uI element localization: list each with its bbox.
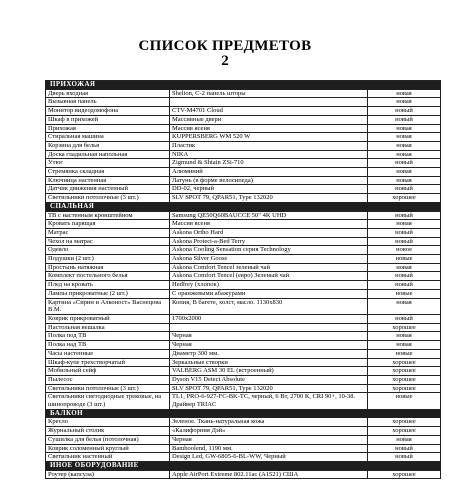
item-condition-cell: новая xyxy=(368,168,441,177)
item-description-cell xyxy=(170,323,368,332)
item-description-cell: Черная xyxy=(170,332,368,341)
item-condition-cell: хорошее xyxy=(368,375,441,384)
item-name-cell: Светильники потолочные (3 шт.) xyxy=(46,194,170,203)
item-name-cell: Светильник настенный xyxy=(46,453,170,462)
item-name-cell: Шкаф-купе трехстворчатый xyxy=(46,358,170,367)
table-row xyxy=(46,237,441,246)
item-name-cell: Роутер (капсула) xyxy=(46,470,170,479)
item-name-cell: ТВ с настенным кронштейном xyxy=(46,211,170,220)
item-condition-cell: новая xyxy=(368,141,441,150)
table-row xyxy=(46,115,441,124)
item-name-cell: Светильники светодиодные трековые, на шинопроводе (3 шт.) xyxy=(46,393,170,409)
table-row xyxy=(46,332,441,341)
table-row xyxy=(46,220,441,229)
table-row xyxy=(46,150,441,159)
item-condition-cell: новая xyxy=(368,176,441,185)
item-name-cell: Дверь входная xyxy=(46,89,170,98)
item-name-cell: Прихожая xyxy=(46,124,170,133)
item-condition-cell: новые xyxy=(368,255,441,264)
table-row xyxy=(46,124,441,133)
section-title: БАЛКОН xyxy=(46,409,441,418)
item-condition-cell: новая xyxy=(368,220,441,229)
item-name-cell: Коврик соломенный круглый xyxy=(46,444,170,453)
table-row xyxy=(46,89,441,98)
item-description-cell: VALBERG ASM 30 EL (встроенный) xyxy=(170,367,368,376)
table-row xyxy=(46,470,441,479)
item-name-cell: Подушки (2 шт.) xyxy=(46,255,170,264)
table-row xyxy=(46,323,441,332)
table-row xyxy=(46,367,441,376)
item-condition-cell: новая xyxy=(368,298,441,314)
item-name-cell: Чехол на матрас xyxy=(46,237,170,246)
item-description-cell: Shelion, C-2 панель шторы xyxy=(170,89,368,98)
item-condition-cell: хорошее xyxy=(368,470,441,479)
item-condition-cell: хорошее xyxy=(368,367,441,376)
item-condition-cell: новый xyxy=(368,211,441,220)
item-condition-cell: новый xyxy=(368,272,441,281)
table-row xyxy=(46,168,441,177)
item-description-cell: «Калифорния Дэй» xyxy=(170,427,368,436)
document-number: 2 xyxy=(221,53,229,69)
item-name-cell: Мобильный сейф xyxy=(46,367,170,376)
section-header xyxy=(46,409,441,418)
item-description-cell: Zigmund & Shtain ZSi-710 xyxy=(170,159,368,168)
item-description-cell: Bamboolend, 1190 мм. xyxy=(170,444,368,453)
inventory-table xyxy=(45,80,441,479)
item-name-cell: Светильники потолочные (3 шт.) xyxy=(46,384,170,393)
item-condition-cell: новый xyxy=(368,314,441,323)
item-description-cell: Apple AirPort Extreme 802.11ac (A1521) США xyxy=(170,470,368,479)
table-row xyxy=(46,185,441,194)
item-description-cell: Черная xyxy=(170,435,368,444)
item-condition-cell: новый xyxy=(368,228,441,237)
item-name-cell: Одеяло xyxy=(46,246,170,255)
table-row xyxy=(46,427,441,436)
table-row xyxy=(46,255,441,264)
table-row xyxy=(46,176,441,185)
table-row xyxy=(46,211,441,220)
table-row xyxy=(46,194,441,203)
item-description-cell: Askona Comfort Tencel зеленый чай xyxy=(170,263,368,272)
section-header xyxy=(46,461,441,470)
item-condition-cell: хорошее xyxy=(368,323,441,332)
table-row xyxy=(46,98,441,107)
table-row xyxy=(46,375,441,384)
item-name-cell: Картина «Сирин и Алконост» Васнецова В.М. xyxy=(46,298,170,314)
table-row xyxy=(46,159,441,168)
table-row xyxy=(46,314,441,323)
item-name-cell: Вызывная панель xyxy=(46,98,170,107)
item-condition-cell: новая xyxy=(368,124,441,133)
item-name-cell: Кресло xyxy=(46,418,170,427)
item-description-cell: Зеркальные створки xyxy=(170,358,368,367)
item-condition-cell: новый xyxy=(368,281,441,290)
item-name-cell: Стремянка складная xyxy=(46,168,170,177)
item-description-cell: NIKA xyxy=(170,150,368,159)
item-description-cell: Hedfrey (хлопок) xyxy=(170,281,368,290)
section-title: ПРИХОЖАЯ xyxy=(46,81,441,90)
item-description-cell: DD-02, черный xyxy=(170,185,368,194)
table-row xyxy=(46,358,441,367)
item-condition-cell: новая xyxy=(368,150,441,159)
item-condition-cell: новая xyxy=(368,98,441,107)
item-description-cell: Алюминий xyxy=(170,168,368,177)
table-row xyxy=(46,141,441,150)
item-name-cell: Утюг xyxy=(46,159,170,168)
item-description-cell: TL1, PRO-6-927-FC-BK-TC, черный, 6 Вт, 2700 К, CRI 90+, 10-38. Драйвер TRIAC xyxy=(170,393,368,409)
table-row xyxy=(46,281,441,290)
item-condition-cell: новый xyxy=(368,453,441,462)
item-name-cell: Пылесос xyxy=(46,375,170,384)
item-name-cell: Ключница настенная xyxy=(46,176,170,185)
table-row xyxy=(46,418,441,427)
item-description-cell: Samsung QE50Q60BAUCCE 50" 4K UHD xyxy=(170,211,368,220)
table-row xyxy=(46,272,441,281)
table-row xyxy=(46,435,441,444)
item-description-cell: Askona Silver Goose xyxy=(170,255,368,264)
item-name-cell: Комплект постельного белья xyxy=(46,272,170,281)
table-row xyxy=(46,133,441,142)
item-description-cell: Зеленое. Ткань-натуральная кожа xyxy=(170,418,368,427)
item-condition-cell: новый xyxy=(368,185,441,194)
item-description-cell: Askona Protect-a-Bed Terry xyxy=(170,237,368,246)
item-condition-cell: новые xyxy=(368,349,441,358)
item-description-cell: SLV SPOT 79, QPAR51, Type 132020 xyxy=(170,194,368,203)
item-condition-cell: хорошее xyxy=(368,427,441,436)
item-condition-cell: новый xyxy=(368,107,441,116)
item-description-cell: Массив ясеня xyxy=(170,220,368,229)
table-row xyxy=(46,246,441,255)
item-description-cell: Латунь (в форме велосипеда) xyxy=(170,176,368,185)
item-condition-cell: новый xyxy=(368,159,441,168)
item-name-cell: Матрас xyxy=(46,228,170,237)
item-description-cell: Черная xyxy=(170,341,368,350)
item-description-cell: Пластик xyxy=(170,141,368,150)
section-header xyxy=(46,81,441,90)
item-name-cell: Доска гладильная напольная xyxy=(46,150,170,159)
item-name-cell: Датчик движения настенный xyxy=(46,185,170,194)
item-name-cell: Стиральная машина xyxy=(46,133,170,142)
item-description-cell: Копия, В багете, холст, масло. 1130х830 xyxy=(170,298,368,314)
item-description-cell xyxy=(170,98,368,107)
item-condition-cell: хорошее xyxy=(368,358,441,367)
item-condition-cell: новая xyxy=(368,341,441,350)
item-description-cell: Askona Cooling Sensation серия Technology xyxy=(170,246,368,255)
item-description-cell: 1700х2000 xyxy=(170,314,368,323)
item-description-cell: Массив ясеня xyxy=(170,124,368,133)
table-row xyxy=(46,289,441,298)
item-condition-cell: хорошее xyxy=(368,418,441,427)
item-name-cell: Настольная вешалка xyxy=(46,323,170,332)
item-description-cell: Askona Comfort Tencel (евро) Зеленый чай xyxy=(170,272,368,281)
section-title: СПАЛЬНАЯ xyxy=(46,202,441,211)
table-row xyxy=(46,384,441,393)
item-description-cell: CTV-M4701 Cloud xyxy=(170,107,368,116)
item-name-cell: Полка над ТВ xyxy=(46,341,170,350)
table-row xyxy=(46,263,441,272)
section-title: ИНОЕ ОБОРУДОВАНИЕ xyxy=(46,461,441,470)
item-name-cell: Полка под ТВ xyxy=(46,332,170,341)
item-description-cell: Design Led, GW-6805-6-BL-WW, Черный xyxy=(170,453,368,462)
item-condition-cell: новые xyxy=(368,289,441,298)
item-name-cell: Сушилка для белья (потолочная) xyxy=(46,435,170,444)
item-name-cell: Шкаф в прихожей xyxy=(46,115,170,124)
item-condition-cell: новая xyxy=(368,89,441,98)
item-name-cell: Лампы прикроватные (2 шт.) xyxy=(46,289,170,298)
item-description-cell: Массивные двери xyxy=(170,115,368,124)
table-row xyxy=(46,228,441,237)
item-condition-cell: новый xyxy=(368,444,441,453)
table-row xyxy=(46,444,441,453)
table-row xyxy=(46,341,441,350)
table-row xyxy=(46,453,441,462)
item-description-cell: Dyson V15 Detect Absolute xyxy=(170,375,368,384)
item-description-cell: Диаметр 300 мм. xyxy=(170,349,368,358)
item-condition-cell: новая xyxy=(368,133,441,142)
item-condition-cell: новое xyxy=(368,246,441,255)
item-name-cell: Монитор видеодомофона xyxy=(46,107,170,116)
document-title: СПИСОК ПРЕДМЕТОВ xyxy=(138,38,312,54)
item-condition-cell: хорошее xyxy=(368,194,441,203)
item-condition-cell: новая xyxy=(368,332,441,341)
item-condition-cell: новый xyxy=(368,237,441,246)
item-name-cell: Коврик прикроватный xyxy=(46,314,170,323)
item-name-cell: Журнальный столик xyxy=(46,427,170,436)
item-condition-cell: хорошее xyxy=(368,384,441,393)
item-name-cell: Простынь натяжная xyxy=(46,263,170,272)
item-condition-cell: новая xyxy=(368,435,441,444)
table-row xyxy=(46,298,441,314)
item-name-cell: Часы настенные xyxy=(46,349,170,358)
item-description-cell: SLV SPOT 79, QPAR51, Type 132020 xyxy=(170,384,368,393)
table-row xyxy=(46,349,441,358)
section-header xyxy=(46,202,441,211)
item-description-cell: KUPPERSBERG WM 520 W xyxy=(170,133,368,142)
item-condition-cell: новый xyxy=(368,115,441,124)
table-row xyxy=(46,107,441,116)
item-condition-cell: новая xyxy=(368,263,441,272)
item-name-cell: Плед на кровать xyxy=(46,281,170,290)
item-description-cell: С оранжевыми абажурами xyxy=(170,289,368,298)
item-name-cell: Корзина для белья xyxy=(46,141,170,150)
item-description-cell: Askona Ortho Hard xyxy=(170,228,368,237)
table-row xyxy=(46,393,441,409)
item-name-cell: Кровать парящая xyxy=(46,220,170,229)
item-condition-cell: новые xyxy=(368,393,441,409)
